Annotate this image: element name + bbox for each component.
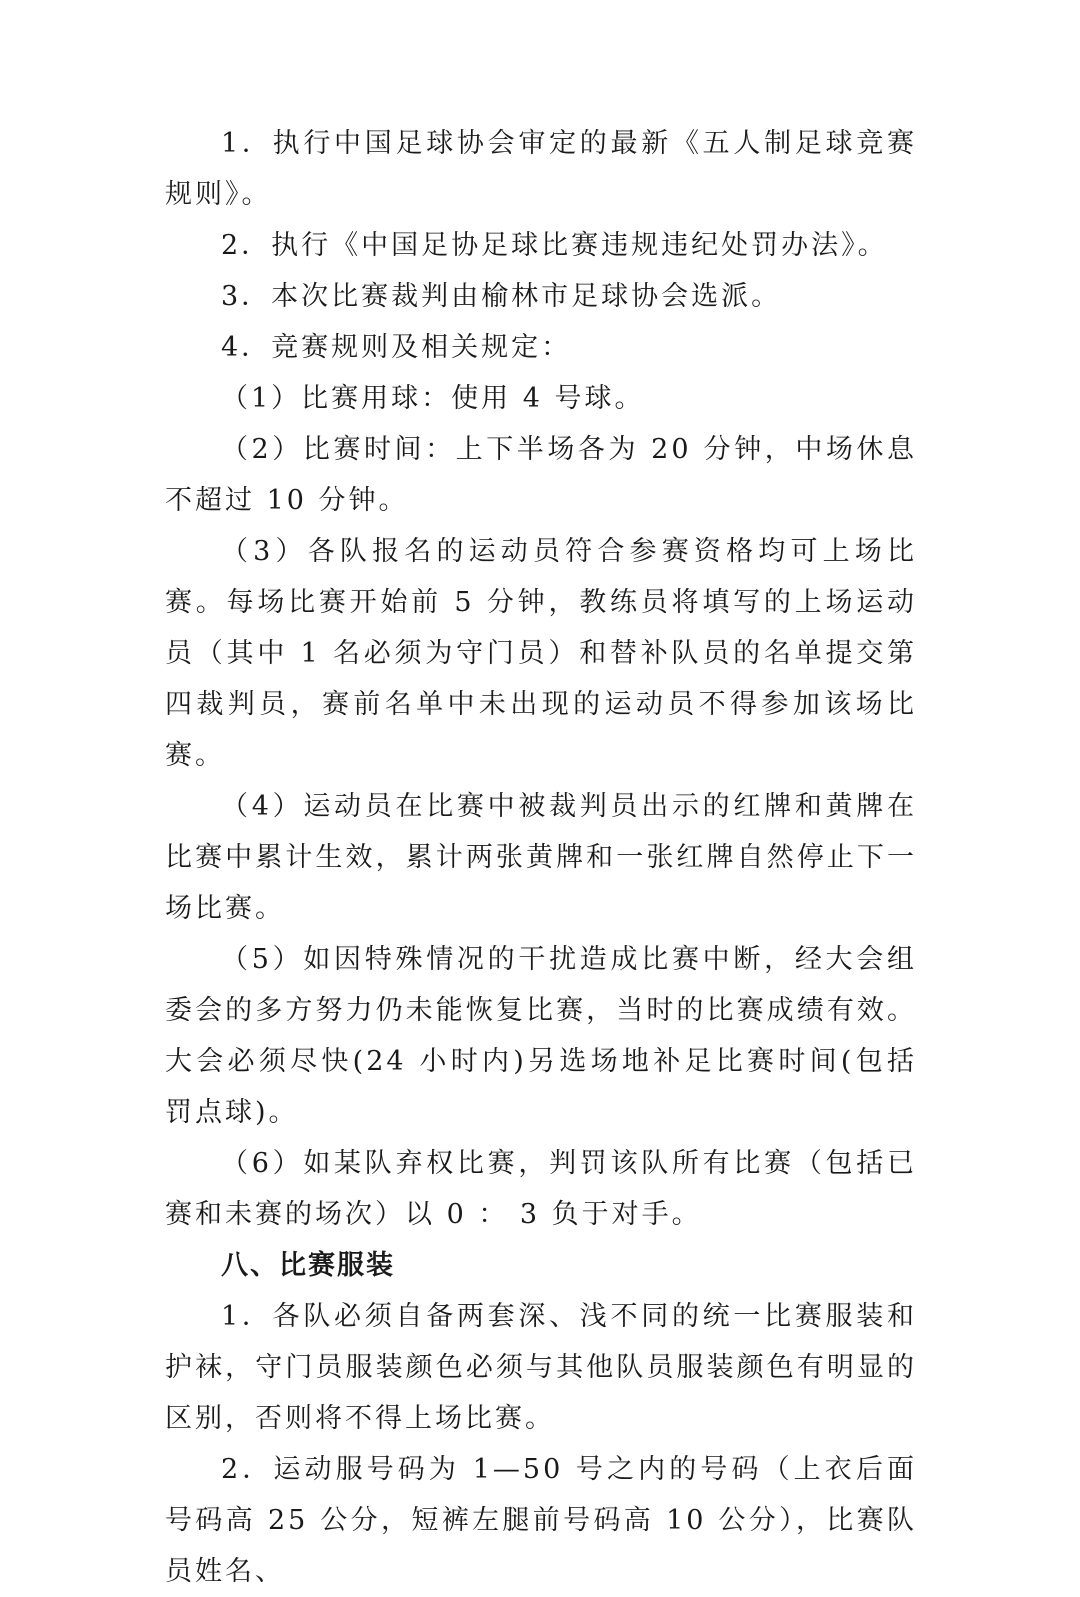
rule-paragraph-1: 1．执行中国足球协会审定的最新《五人制足球竞赛规则》。 (165, 128, 917, 210)
rule-item-5: （5）如因特殊情况的干扰造成比赛中断，经大会组委会的多方努力仍未能恢复比赛，当时的比赛成绩有效。大会必须尽快(24 小时内)另选场地补足比赛时间(包括罚点球)。 (165, 944, 917, 1128)
section-heading: 八、比赛服装 (221, 1250, 395, 1281)
uniform-paragraph-2: 2．运动服号码为 1—50 号之内的号码（上衣后面号码高 25 公分，短裤左腿前号码高 10 公分），比赛队员姓名、 (165, 1454, 917, 1587)
rule-item-1: （1）比赛用球：使用 4 号球。 (221, 383, 645, 414)
rule-paragraph-2: 2．执行《中国足协足球比赛违规违纪处罚办法》。 (221, 230, 888, 261)
document-body (165, 118, 917, 1597)
rule-item-2: （2）比赛时间：上下半场各为 20 分钟，中场休息不超过 10 分钟。 (165, 434, 917, 516)
rule-paragraph-4: 4．竞赛规则及相关规定： (221, 332, 572, 363)
rule-item-6: （6）如某队弃权比赛，判罚该队所有比赛（包括已赛和未赛的场次）以 0 ： 3 负于对手。 (165, 1148, 917, 1230)
uniform-paragraph-1: 1．各队必须自备两套深、浅不同的统一比赛服装和护袜，守门员服装颜色必须与其他队员服装颜色有明显的区别，否则将不得上场比赛。 (165, 1301, 917, 1434)
rule-item-4: （4）运动员在比赛中被裁判员出示的红牌和黄牌在比赛中累计生效，累计两张黄牌和一张红牌自然停止下一场比赛。 (165, 791, 917, 924)
rule-item-3: （3）各队报名的运动员符合参赛资格均可上场比赛。每场比赛开始前 5 分钟，教练员将填写的上场运动员（其中 1 名必须为守门员）和替补队员的名单提交第四裁判员，赛前名单中未出现的运动员不得参加该场比赛。 (165, 536, 917, 771)
rule-paragraph-3: 3．本次比赛裁判由榆林市足球协会选派。 (221, 281, 782, 312)
